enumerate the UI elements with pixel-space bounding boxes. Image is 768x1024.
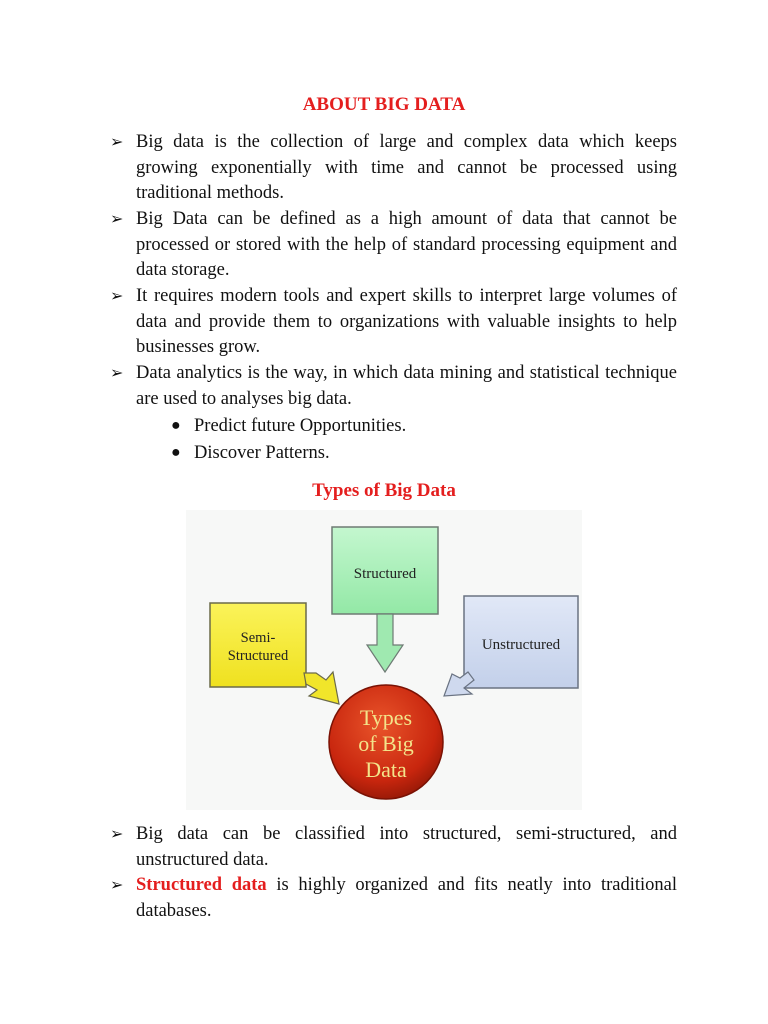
arrow-bullet-icon: ➢ [110, 288, 124, 305]
list-item: Big data can be classified into structured, semi-structured, and unstructured data. [136, 824, 677, 870]
types-diagram [186, 510, 582, 810]
arrow-bullet-icon: ➢ [110, 365, 124, 382]
center-label-line3: Data [365, 757, 407, 782]
list-item: Data analytics is the way, in which data mining and statistical technique are used to analyses big data. [136, 363, 677, 409]
list-item-text: is highly organized and fits neatly into traditional databases. [136, 875, 677, 921]
arrow-bullet-icon: ➢ [110, 826, 124, 843]
arrow-bullet-icon: ➢ [110, 877, 124, 894]
page-title: ABOUT BIG DATA [302, 94, 466, 115]
semi-structured-label-line1: Semi- [240, 630, 276, 646]
center-label-line2: of Big [358, 731, 414, 756]
arrow-bullet-icon: ➢ [110, 211, 124, 228]
dot-bullet-icon: ● [171, 417, 181, 434]
diagram-svg [186, 510, 582, 810]
section-title: Types of Big Data [312, 480, 456, 501]
semi-structured-label-line2: Structured [227, 648, 289, 664]
emphasis-term: Structured data [136, 875, 267, 895]
list-item: Big Data can be defined as a high amount of data that cannot be processed or stored with the help of standard processing equipment and data storage. [136, 209, 677, 281]
unstructured-label: Unstructured [481, 637, 561, 653]
arrow-bullet-icon: ➢ [110, 134, 124, 151]
list-item: It requires modern tools and expert skills to interpret large volumes of data and provide them to organizations with valuable insights to help businesses grow. [136, 286, 677, 358]
sub-list-item: Predict future Opportunities. [194, 416, 407, 436]
dot-bullet-icon: ● [171, 444, 181, 461]
center-label-line1: Types [359, 705, 413, 730]
list-item: Big data is the collection of large and complex data which keeps growing exponentially with time and cannot be processed using traditional methods. [136, 132, 677, 204]
list-item [136, 873, 677, 924]
sub-list-item: Discover Patterns. [194, 443, 330, 463]
structured-label: Structured [353, 566, 417, 582]
